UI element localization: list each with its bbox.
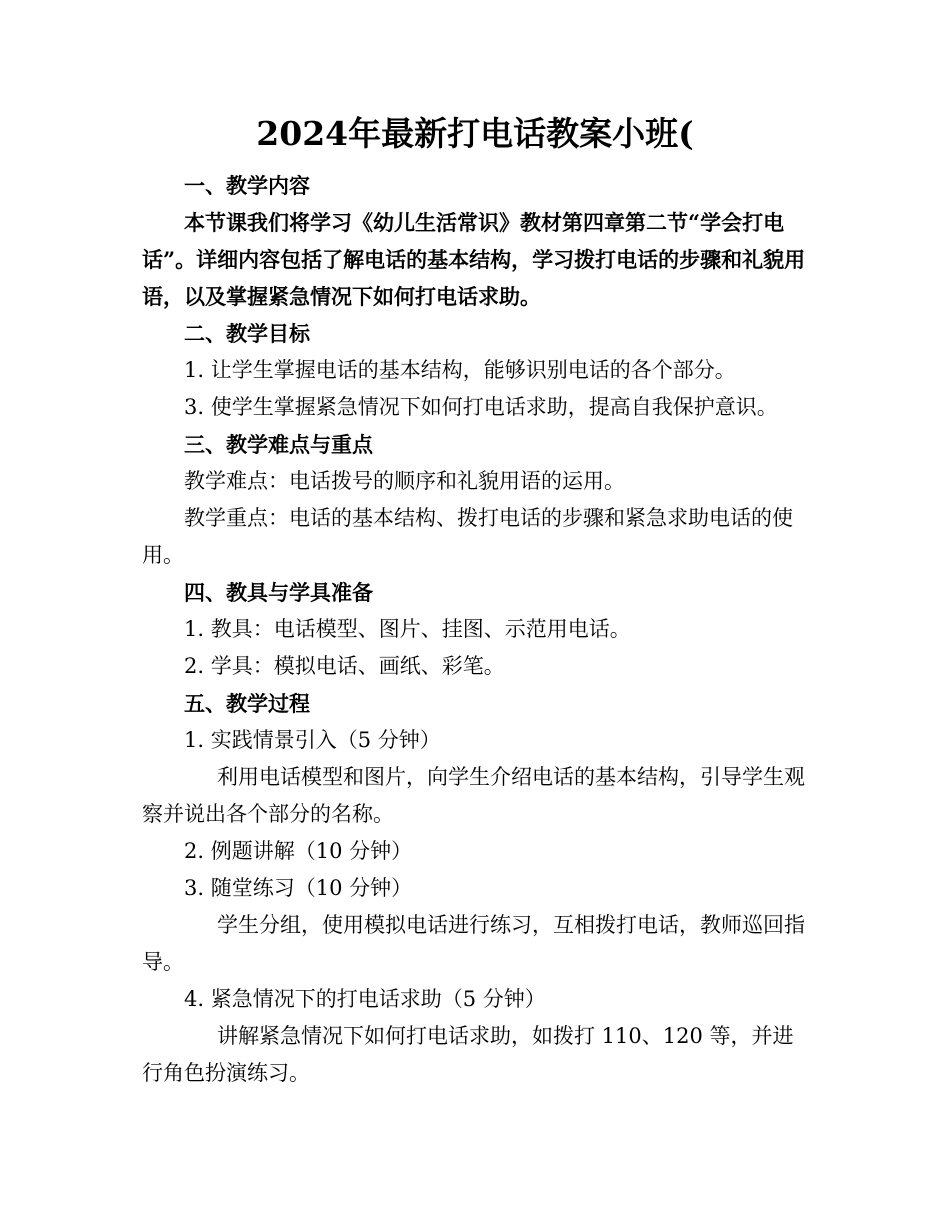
- process-step: 3. 随堂练习（10 分钟）: [184, 876, 413, 900]
- process-step: 2. 例题讲解（10 分钟）: [184, 839, 413, 863]
- process-step-text: 利用电话模型和图片，向学生介绍电话的基本结构，引导学生观察并说出各个部分的名称。: [142, 765, 805, 826]
- section-heading-content: 一、教学内容: [184, 173, 310, 198]
- process-step: 1. 实践情景引入（5 分钟）: [184, 728, 441, 752]
- process-step: 4. 紧急情况下的打电话求助（5 分钟）: [184, 987, 546, 1011]
- difficulty-text: 教学难点：电话拨号的顺序和礼貌用语的运用。: [184, 469, 625, 493]
- section-heading-materials: 四、教具与学具准备: [184, 580, 373, 605]
- document-body: [142, 167, 807, 1092]
- objective-item: 1. 让学生掌握电话的基本结构，能够识别电话的各个部分。: [184, 358, 736, 382]
- document-title: 2024年最新打电话教案小班(: [256, 114, 694, 153]
- process-step-text: 学生分组，使用模拟电话进行练习，互相拨打电话，教师巡回指导。: [142, 913, 805, 974]
- objective-item: 3. 使学生掌握紧急情况下如何打电话求助，提高自我保护意识。: [184, 395, 778, 419]
- section-heading-difficulty: 三、教学难点与重点: [184, 432, 373, 457]
- materials-item: 2. 学具：模拟电话、画纸、彩笔。: [184, 654, 505, 678]
- materials-item: 1. 教具：电话模型、图片、挂图、示范用电话。: [184, 617, 631, 641]
- section-heading-objectives: 二、教学目标: [184, 321, 310, 346]
- content-paragraph: 本节课我们将学习《幼儿生活常识》教材第四章第二节“学会打电话”。详细内容包括了解电话的基本结构，学习拨打电话的步骤和礼貌用语，以及掌握紧急情况下如何打电话求助。: [142, 210, 806, 309]
- section-heading-process: 五、教学过程: [184, 691, 310, 716]
- process-step-text: 讲解紧急情况下如何打电话求助，如拨打 110、120 等，并进行角色扮演练习。: [142, 1024, 794, 1085]
- key-points-text: 教学重点：电话的基本结构、拨打电话的步骤和紧急求助电话的使用。: [142, 506, 793, 567]
